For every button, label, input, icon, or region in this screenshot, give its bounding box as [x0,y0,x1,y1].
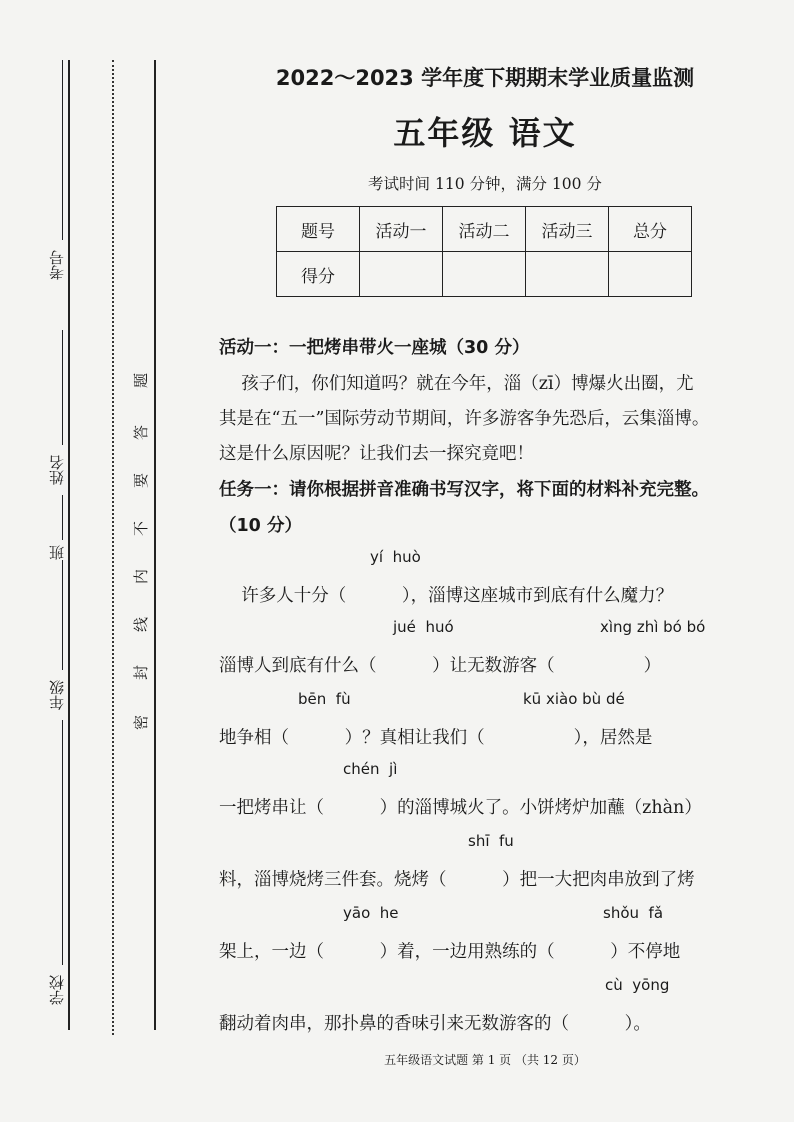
pinyin-prompt: xìng zhì bó bó [600,618,706,636]
pinyin-prompt: yāo he [343,904,399,922]
grade-field[interactable] [62,560,63,670]
fill-blank-line: 许多人十分（ ），淄博这座城市到底有什么魔力？ [219,586,674,606]
seal-char: 内 [132,568,151,585]
exam-subtitle: 五年级 语文 [393,114,577,152]
seal-char: 不 [132,520,151,537]
score-table-score-row [277,252,692,297]
score-cell[interactable] [443,252,526,297]
pinyin-prompt: kū xiào bù dé [523,690,625,708]
binding-line-dotted [112,60,114,1035]
margin-label-name: 姓名 [48,455,66,485]
score-table-header: 活动一 [360,207,443,252]
fill-blank-line: 地争相（ ）？真相让我们（ ），居然是 [219,728,653,748]
seal-char: 要 [132,472,151,489]
score-table-header: 活动二 [443,207,526,252]
seal-char: 密 [132,714,151,731]
pinyin-prompt: cù yōng [605,976,670,994]
fill-blank-line: 料，淄博烧烤三件套。烧烤（ ）把一大把肉串放到了烤 [219,870,695,890]
fill-blank-line: 一把烤串让（ ）的淄博城火了。小饼烤炉加蘸（zhàn） [219,798,702,818]
margin-label-grade: 年级 [48,680,66,710]
exam-title: 2022～2023 学年度下期期末学业质量监测 [275,66,695,90]
task-one-score: （10 分） [219,516,302,536]
seal-char: 封 [132,664,151,681]
binding-line-right [154,60,156,1030]
exam-no-field[interactable] [62,60,63,240]
score-table [276,206,692,297]
intro-line: 这是什么原因呢？让我们去一探究竟吧！ [219,444,534,464]
pinyin-prompt: shǒu fǎ [603,904,664,922]
score-table-header: 题号 [277,207,360,252]
name-field[interactable] [62,330,63,445]
seal-char: 题 [132,372,151,389]
page-footer: 五年级语文试题 第 1 页 （共 12 页） [384,1053,586,1067]
pinyin-prompt: yí huò [370,548,421,566]
margin-label-exam-no: 考号 [48,250,66,280]
task-one-instruction: 任务一：请你根据拼音准确书写汉字，将下面的材料补充完整。 [219,480,709,500]
intro-line: 其是在“五一”国际劳动节期间，许多游客争先恐后，云集淄博。 [219,409,710,429]
score-cell[interactable] [360,252,443,297]
pinyin-prompt: shī fu [468,832,514,850]
class-field[interactable] [62,495,63,540]
score-table-header: 总分 [609,207,692,252]
score-cell[interactable] [609,252,692,297]
fill-blank-line: 架上，一边（ ）着，一边用熟练的（ ）不停地 [219,942,681,962]
margin-label-school: 学校 [48,975,66,1005]
fill-blank-line: 淄博人到底有什么（ ）让无数游客（ ） [219,656,662,676]
seal-char: 答 [132,424,151,441]
pinyin-prompt: chén jì [343,760,398,778]
seal-char: 线 [132,616,151,633]
margin-label-class: 班 [48,545,66,560]
binding-line-left [68,60,70,1030]
score-row-label: 得分 [277,252,360,297]
school-field[interactable] [62,720,63,965]
score-cell[interactable] [526,252,609,297]
score-table-header: 活动三 [526,207,609,252]
score-table-header-row [277,207,692,252]
intro-line: 孩子们，你们知道吗？就在今年，淄（zī）博爆火出圈，尤 [219,374,694,394]
pinyin-prompt: jué huó [393,618,454,636]
pinyin-prompt: bēn fù [298,690,351,708]
section-title: 活动一：一把烤串带火一座城（30 分） [219,338,530,358]
exam-info: 考试时间 110 分钟，满分 100 分 [368,175,602,193]
fill-blank-line: 翻动着肉串，那扑鼻的香味引来无数游客的（ ）。 [219,1014,651,1034]
